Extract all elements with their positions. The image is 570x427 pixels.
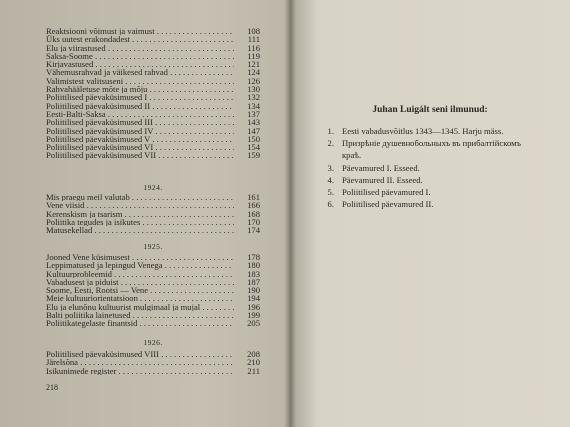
toc-entry-page: 178	[247, 252, 260, 262]
toc-entry-page: 143	[247, 117, 260, 128]
toc-entry-page: 210	[247, 357, 260, 368]
toc-entry	[46, 77, 260, 85]
toc-entry-title: Elu ja viirastused . . .	[46, 44, 234, 52]
toc-entry-page: 121	[247, 59, 260, 70]
toc-entry-title: Rahvahääletuse mõte ja mõju . . .	[46, 85, 234, 93]
toc-entry-page: 111	[247, 34, 260, 45]
toc-entry-title: Vabadusest ja piduist . . .	[46, 278, 234, 286]
toc-entry-page: 166	[247, 200, 260, 211]
toc-entry-title: Poliitilised päevaküsimused IV . . .	[46, 127, 234, 135]
toc-entry-title: Poliitilised päevaküsimused VIII . . .	[46, 350, 234, 358]
toc-entry	[46, 294, 260, 302]
toc-entry-page: 116	[247, 42, 260, 53]
toc-entry-title: Kultuurprobleemid . . .	[46, 270, 234, 278]
toc-entry	[46, 110, 260, 118]
publication-number: 5.	[327, 186, 334, 197]
toc-entry	[46, 60, 260, 68]
publication-number: 4.	[327, 174, 334, 185]
toc-entry-page: 180	[247, 260, 260, 271]
publication-number: 2.	[327, 138, 334, 149]
toc-entry-title: Kerenskism ja tsarism . . .	[46, 210, 234, 218]
toc-entry-title: Vähemusrahvad ja väikesed rahvad . . .	[46, 68, 234, 76]
toc-entry-title: Elu ja elunõnu kultuurist mulgimaal ja mujal . . .	[46, 303, 234, 311]
publication-item	[320, 137, 560, 149]
publication-title: Eesti vabadusvõitlus 1343—1345. Harju mäss.	[342, 126, 504, 136]
publication-item	[320, 174, 560, 186]
publication-title: Poliitilised päevamured II.	[342, 199, 434, 210]
publication-item	[320, 125, 560, 137]
publication-number: 6.	[327, 199, 334, 210]
toc-entry-page: 196	[247, 301, 260, 312]
toc-entry-page: 199	[247, 310, 260, 321]
toc-entry	[46, 358, 260, 366]
toc-entry-page: 170	[247, 216, 260, 227]
toc-entry-page: 168	[247, 208, 260, 219]
toc-entry	[46, 311, 260, 319]
toc-entry	[46, 93, 260, 101]
publications-heading: Juhan Luigált seni ilmunud:	[372, 105, 488, 115]
toc-entry	[46, 143, 260, 151]
toc-entry-page: 124	[247, 67, 260, 78]
year-heading-1925: 1925.	[143, 242, 163, 251]
toc-entry	[46, 35, 260, 43]
toc-entry	[46, 52, 260, 60]
toc-entry	[46, 85, 260, 93]
right-page	[290, 0, 570, 427]
toc-entry-page: 119	[247, 50, 260, 61]
toc-entry-page: 159	[247, 150, 260, 161]
publication-item	[320, 149, 560, 161]
toc-entry-title: Üks uutest erakondadest . . .	[46, 35, 234, 43]
toc-entry-page: 190	[247, 285, 260, 296]
toc-entry-page: 126	[247, 75, 260, 86]
toc-entry-title: Valimistest valitsuseni . . .	[46, 77, 234, 85]
toc-entry-page: 147	[247, 125, 260, 136]
toc-entry	[46, 102, 260, 110]
publication-item	[320, 162, 560, 174]
publication-item	[320, 186, 560, 198]
toc-entry	[46, 127, 260, 135]
page-number: 218	[46, 383, 58, 392]
toc-entry-title: Vene viisid . . .	[46, 201, 234, 209]
toc-entry	[46, 210, 260, 218]
toc-entry-title: Balti poliitika lainetused . . .	[46, 311, 234, 319]
toc-entry-page: 208	[247, 349, 260, 359]
toc-entry-page: 183	[247, 268, 260, 279]
toc-entry	[46, 27, 260, 35]
toc-entry-title: Poliitilised päevaküsimused V . . .	[46, 135, 234, 143]
toc-entry	[46, 261, 260, 269]
toc-section-1924	[46, 193, 260, 234]
toc-entry-title: Saksa-Soome . . .	[46, 52, 234, 60]
publication-title: Poliitilised päevamured I.	[342, 186, 431, 197]
toc-entry-page: 130	[247, 84, 260, 95]
publication-title: краѣ.	[342, 150, 362, 161]
toc-entry-page: 154	[247, 142, 260, 153]
toc-entry	[46, 253, 260, 261]
publications-list	[320, 125, 560, 210]
toc-entry-page: 137	[247, 108, 260, 119]
toc-entry	[46, 151, 260, 159]
toc-entry	[46, 201, 260, 209]
toc-entry-page: 132	[247, 92, 260, 103]
toc-entry	[46, 226, 260, 234]
toc-entry	[46, 367, 260, 375]
toc-entry	[46, 270, 260, 278]
toc-entry	[46, 135, 260, 143]
toc-entry-page: 161	[247, 192, 260, 202]
toc-entry	[46, 350, 260, 358]
toc-entry	[46, 68, 260, 76]
publication-number: 3.	[327, 162, 334, 173]
toc-section-1926	[46, 350, 260, 375]
toc-section-1925	[46, 253, 260, 328]
publication-title: Призрѣніе душевнобольныхъ въ прибалтійскомъ	[342, 138, 521, 149]
toc-entry-title: Poliitika tegudes ja isikutes . . .	[46, 218, 234, 226]
publication-number: 1.	[327, 126, 334, 136]
toc-entry	[46, 44, 260, 52]
toc-entry-page: 211	[247, 365, 260, 376]
toc-entry-page: 194	[247, 293, 260, 304]
toc-entry-title: Isikunimede register . . .	[46, 367, 234, 375]
toc-entry-title: Kirjavastused . . .	[46, 60, 234, 68]
toc-entry-title: Poliitilised päevaküsimused II . . .	[46, 102, 234, 110]
toc-entry	[46, 278, 260, 286]
toc-entry	[46, 303, 260, 311]
toc-section-top	[46, 27, 260, 160]
toc-entry-title: Poliitilised päevaküsimused III . . .	[46, 118, 234, 126]
toc-entry-title: Poliitilised päevaküsimused VII . . .	[46, 151, 234, 159]
toc-entry-title: Matusekellad . . .	[46, 226, 234, 234]
toc-entry-title: Soome, Eesti, Rootsi — Vene . . .	[46, 286, 234, 294]
toc-entry-title: Poliitilised päevaküsimused VI . . .	[46, 143, 234, 151]
toc-entry-title: Jooned Vene küsimusest . . .	[46, 253, 234, 261]
toc-entry-page: 134	[247, 100, 260, 111]
toc-entry-title: Järelsõna . . .	[46, 358, 234, 366]
year-heading-1926: 1926.	[143, 338, 163, 347]
toc-entry-title: Eesti-Balti-Saksa . . .	[46, 110, 234, 118]
toc-entry-title: Poliitilised päevaküsimused I . . .	[46, 93, 234, 101]
toc-entry	[46, 118, 260, 126]
toc-entry	[46, 193, 260, 201]
toc-entry-page: 108	[247, 26, 260, 36]
publication-title: Päevamured I. Esseed.	[342, 162, 420, 173]
book-gutter	[284, 0, 296, 427]
toc-entry	[46, 319, 260, 327]
toc-entry-page: 150	[247, 133, 260, 144]
toc-entry-title: Leppimatused ja lepingud Venega . . .	[46, 261, 234, 269]
publication-title: Päevamured II. Esseed.	[342, 174, 423, 185]
toc-entry-page: 205	[247, 318, 260, 329]
toc-entry-title: Meie kultuuriorientatsioon . . .	[46, 294, 234, 302]
toc-entry-title: Poliitikategelaste finantsid . . .	[46, 319, 234, 327]
toc-entry	[46, 218, 260, 226]
toc-entry-page: 187	[247, 276, 260, 287]
publication-item	[320, 198, 560, 210]
toc-entry-page: 174	[247, 225, 260, 236]
toc-entry-title: Mis praegu meil valutab . . .	[46, 193, 234, 201]
toc-entry	[46, 286, 260, 294]
toc-entry-title: Reaktsiooni võimust ja vaimust . . .	[46, 27, 234, 35]
year-heading-1924: 1924.	[143, 183, 163, 192]
